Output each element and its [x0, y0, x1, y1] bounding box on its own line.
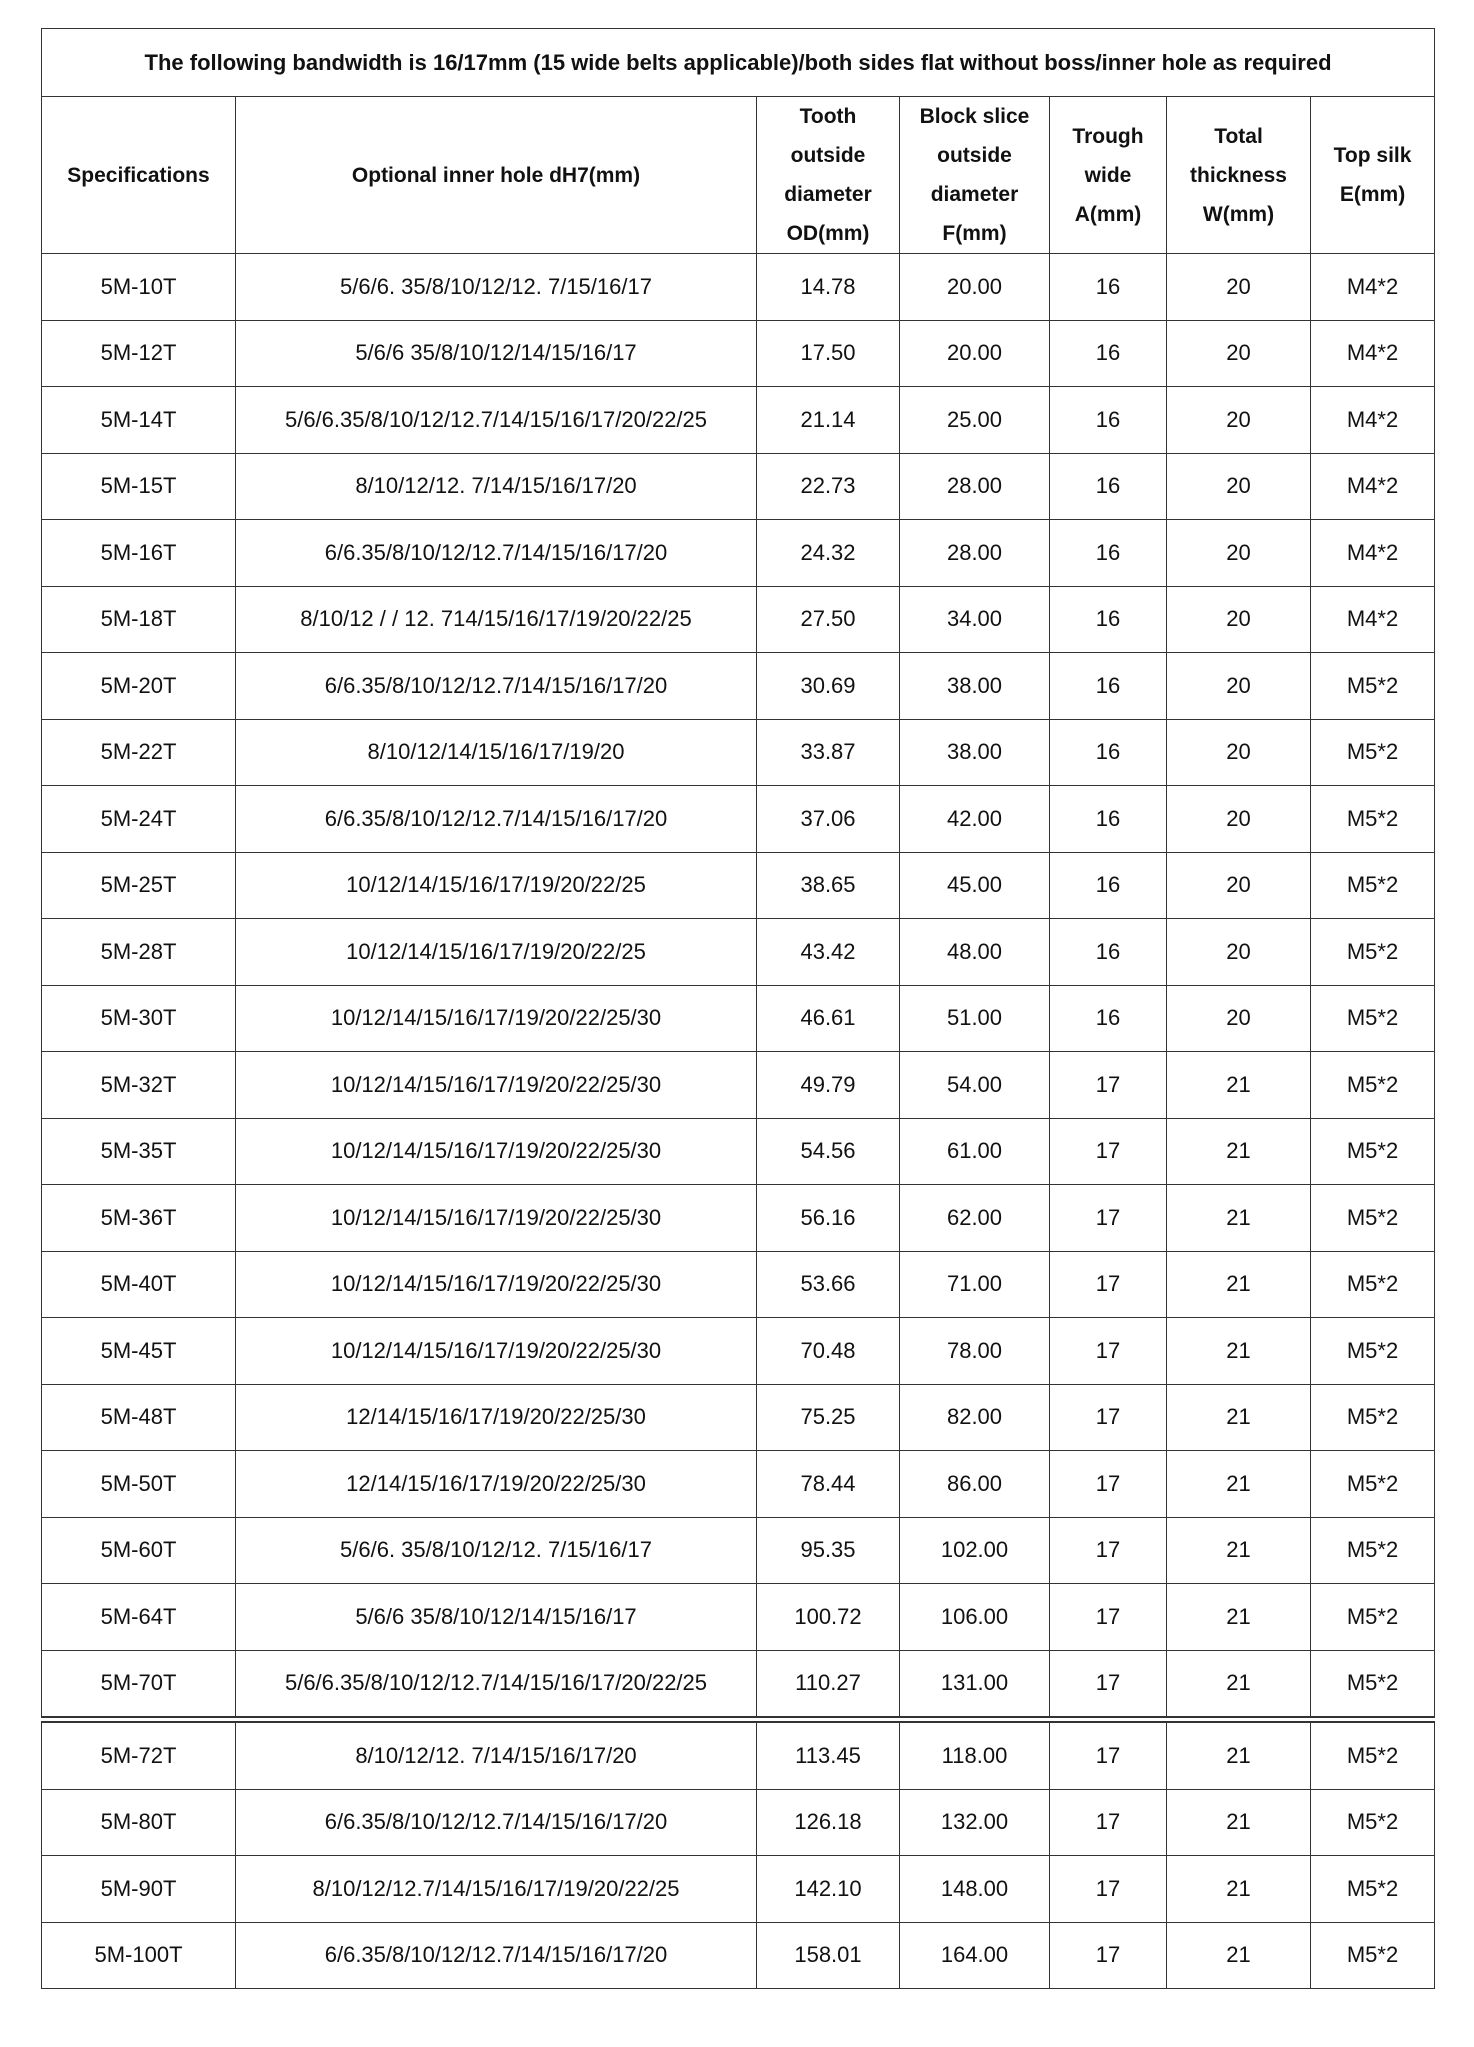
table-row: [42, 1789, 1435, 1856]
cell-inner-hole: 6/6.35/8/10/12/12.7/14/15/16/17/20: [236, 1922, 757, 1989]
cell-top-silk: M5*2: [1311, 1251, 1435, 1318]
cell-total-thickness: 20: [1167, 653, 1311, 720]
cell-trough-width: 16: [1050, 254, 1167, 321]
cell-block-od: 54.00: [900, 1052, 1050, 1119]
cell-inner-hole: 8/10/12 / / 12. 714/15/16/17/19/20/22/25: [236, 586, 757, 653]
table-row: [42, 320, 1435, 387]
cell-tooth-od: 70.48: [757, 1318, 900, 1385]
cell-total-thickness: 20: [1167, 320, 1311, 387]
cell-spec: 5M-25T: [42, 852, 236, 919]
header-row: [42, 97, 1435, 254]
cell-inner-hole: 5/6/6. 35/8/10/12/12. 7/15/16/17: [236, 1517, 757, 1584]
cell-spec: 5M-60T: [42, 1517, 236, 1584]
cell-total-thickness: 21: [1167, 1789, 1311, 1856]
cell-trough-width: 16: [1050, 653, 1167, 720]
cell-block-od: 78.00: [900, 1318, 1050, 1385]
cell-block-od: 106.00: [900, 1584, 1050, 1651]
cell-total-thickness: 20: [1167, 520, 1311, 587]
table-row: [42, 1451, 1435, 1518]
table-row: [42, 1720, 1435, 1790]
table-row: [42, 520, 1435, 587]
cell-trough-width: 17: [1050, 1922, 1167, 1989]
cell-block-od: 132.00: [900, 1789, 1050, 1856]
cell-top-silk: M5*2: [1311, 786, 1435, 853]
cell-total-thickness: 20: [1167, 254, 1311, 321]
cell-inner-hole: 8/10/12/12. 7/14/15/16/17/20: [236, 1720, 757, 1790]
header-total-thickness: Total thickness W(mm): [1167, 97, 1311, 254]
cell-tooth-od: 53.66: [757, 1251, 900, 1318]
cell-total-thickness: 21: [1167, 1118, 1311, 1185]
cell-top-silk: M4*2: [1311, 387, 1435, 454]
table-row: [42, 985, 1435, 1052]
cell-tooth-od: 21.14: [757, 387, 900, 454]
cell-tooth-od: 30.69: [757, 653, 900, 720]
cell-total-thickness: 20: [1167, 586, 1311, 653]
table-row: [42, 1384, 1435, 1451]
cell-spec: 5M-80T: [42, 1789, 236, 1856]
table-row: [42, 1185, 1435, 1252]
cell-total-thickness: 21: [1167, 1384, 1311, 1451]
cell-total-thickness: 21: [1167, 1720, 1311, 1790]
cell-block-od: 148.00: [900, 1856, 1050, 1923]
cell-top-silk: M5*2: [1311, 1650, 1435, 1720]
cell-block-od: 42.00: [900, 786, 1050, 853]
cell-inner-hole: 10/12/14/15/16/17/19/20/22/25/30: [236, 1052, 757, 1119]
cell-top-silk: M5*2: [1311, 1789, 1435, 1856]
cell-trough-width: 16: [1050, 786, 1167, 853]
cell-top-silk: M5*2: [1311, 985, 1435, 1052]
cell-inner-hole: 12/14/15/16/17/19/20/22/25/30: [236, 1384, 757, 1451]
cell-total-thickness: 21: [1167, 1052, 1311, 1119]
cell-block-od: 82.00: [900, 1384, 1050, 1451]
header-trough-width: Trough wide A(mm): [1050, 97, 1167, 254]
cell-tooth-od: 95.35: [757, 1517, 900, 1584]
cell-top-silk: M4*2: [1311, 453, 1435, 520]
table-row: [42, 586, 1435, 653]
cell-tooth-od: 43.42: [757, 919, 900, 986]
cell-spec: 5M-18T: [42, 586, 236, 653]
table-row: [42, 1251, 1435, 1318]
cell-trough-width: 17: [1050, 1384, 1167, 1451]
table-row: [42, 919, 1435, 986]
cell-spec: 5M-40T: [42, 1251, 236, 1318]
table-row: [42, 1318, 1435, 1385]
cell-block-od: 25.00: [900, 387, 1050, 454]
cell-top-silk: M5*2: [1311, 1451, 1435, 1518]
cell-top-silk: M5*2: [1311, 1185, 1435, 1252]
cell-trough-width: 17: [1050, 1318, 1167, 1385]
cell-total-thickness: 21: [1167, 1185, 1311, 1252]
cell-spec: 5M-14T: [42, 387, 236, 454]
table-row: [42, 1856, 1435, 1923]
cell-spec: 5M-35T: [42, 1118, 236, 1185]
cell-block-od: 38.00: [900, 653, 1050, 720]
table-row: [42, 1118, 1435, 1185]
cell-block-od: 164.00: [900, 1922, 1050, 1989]
cell-block-od: 86.00: [900, 1451, 1050, 1518]
cell-spec: 5M-22T: [42, 719, 236, 786]
cell-total-thickness: 21: [1167, 1922, 1311, 1989]
cell-top-silk: M5*2: [1311, 1922, 1435, 1989]
cell-total-thickness: 20: [1167, 387, 1311, 454]
cell-total-thickness: 20: [1167, 985, 1311, 1052]
cell-trough-width: 16: [1050, 387, 1167, 454]
table-row: [42, 1650, 1435, 1720]
cell-total-thickness: 21: [1167, 1584, 1311, 1651]
cell-top-silk: M5*2: [1311, 1856, 1435, 1923]
cell-tooth-od: 110.27: [757, 1650, 900, 1720]
cell-trough-width: 16: [1050, 852, 1167, 919]
cell-trough-width: 17: [1050, 1720, 1167, 1790]
table-row: [42, 653, 1435, 720]
cell-tooth-od: 22.73: [757, 453, 900, 520]
cell-top-silk: M5*2: [1311, 1384, 1435, 1451]
cell-inner-hole: 8/10/12/14/15/16/17/19/20: [236, 719, 757, 786]
cell-spec: 5M-72T: [42, 1720, 236, 1790]
cell-top-silk: M5*2: [1311, 1720, 1435, 1790]
cell-top-silk: M5*2: [1311, 653, 1435, 720]
cell-block-od: 131.00: [900, 1650, 1050, 1720]
header-block-od: Block slice outside diameter F(mm): [900, 97, 1050, 254]
cell-trough-width: 16: [1050, 985, 1167, 1052]
cell-top-silk: M4*2: [1311, 586, 1435, 653]
cell-spec: 5M-10T: [42, 254, 236, 321]
cell-trough-width: 17: [1050, 1451, 1167, 1518]
header-top-silk: Top silk E(mm): [1311, 97, 1435, 254]
cell-block-od: 20.00: [900, 320, 1050, 387]
cell-tooth-od: 75.25: [757, 1384, 900, 1451]
cell-inner-hole: 8/10/12/12. 7/14/15/16/17/20: [236, 453, 757, 520]
cell-tooth-od: 56.16: [757, 1185, 900, 1252]
cell-block-od: 62.00: [900, 1185, 1050, 1252]
cell-total-thickness: 20: [1167, 852, 1311, 919]
table-row: [42, 719, 1435, 786]
cell-inner-hole: 12/14/15/16/17/19/20/22/25/30: [236, 1451, 757, 1518]
cell-trough-width: 17: [1050, 1118, 1167, 1185]
cell-inner-hole: 6/6.35/8/10/12/12.7/14/15/16/17/20: [236, 653, 757, 720]
cell-inner-hole: 10/12/14/15/16/17/19/20/22/25/30: [236, 1318, 757, 1385]
table-title: The following bandwidth is 16/17mm (15 wide belts applicable)/both sides flat without boss/inner hole as required: [42, 29, 1435, 97]
cell-block-od: 71.00: [900, 1251, 1050, 1318]
cell-block-od: 61.00: [900, 1118, 1050, 1185]
cell-spec: 5M-100T: [42, 1922, 236, 1989]
cell-total-thickness: 21: [1167, 1650, 1311, 1720]
cell-tooth-od: 27.50: [757, 586, 900, 653]
cell-inner-hole: 10/12/14/15/16/17/19/20/22/25: [236, 919, 757, 986]
cell-tooth-od: 24.32: [757, 520, 900, 587]
cell-tooth-od: 142.10: [757, 1856, 900, 1923]
cell-trough-width: 17: [1050, 1650, 1167, 1720]
cell-spec: 5M-70T: [42, 1650, 236, 1720]
cell-tooth-od: 78.44: [757, 1451, 900, 1518]
cell-trough-width: 17: [1050, 1789, 1167, 1856]
cell-inner-hole: 8/10/12/12.7/14/15/16/17/19/20/22/25: [236, 1856, 757, 1923]
cell-total-thickness: 21: [1167, 1251, 1311, 1318]
cell-block-od: 28.00: [900, 520, 1050, 587]
cell-tooth-od: 126.18: [757, 1789, 900, 1856]
cell-block-od: 48.00: [900, 919, 1050, 986]
cell-trough-width: 16: [1050, 520, 1167, 587]
cell-spec: 5M-28T: [42, 919, 236, 986]
cell-trough-width: 16: [1050, 919, 1167, 986]
cell-total-thickness: 20: [1167, 919, 1311, 986]
cell-top-silk: M5*2: [1311, 852, 1435, 919]
cell-block-od: 38.00: [900, 719, 1050, 786]
table-row: [42, 852, 1435, 919]
cell-trough-width: 17: [1050, 1856, 1167, 1923]
cell-top-silk: M4*2: [1311, 320, 1435, 387]
cell-total-thickness: 21: [1167, 1517, 1311, 1584]
cell-total-thickness: 20: [1167, 786, 1311, 853]
cell-inner-hole: 5/6/6 35/8/10/12/14/15/16/17: [236, 1584, 757, 1651]
cell-trough-width: 17: [1050, 1584, 1167, 1651]
cell-top-silk: M4*2: [1311, 520, 1435, 587]
header-inner-hole: Optional inner hole dH7(mm): [236, 97, 757, 254]
cell-spec: 5M-12T: [42, 320, 236, 387]
cell-inner-hole: 6/6.35/8/10/12/12.7/14/15/16/17/20: [236, 786, 757, 853]
cell-trough-width: 16: [1050, 320, 1167, 387]
table-row: [42, 453, 1435, 520]
cell-block-od: 20.00: [900, 254, 1050, 321]
cell-tooth-od: 100.72: [757, 1584, 900, 1651]
pulley-spec-table: [41, 28, 1435, 1989]
cell-tooth-od: 46.61: [757, 985, 900, 1052]
table-row: [42, 1922, 1435, 1989]
cell-tooth-od: 14.78: [757, 254, 900, 321]
cell-spec: 5M-36T: [42, 1185, 236, 1252]
cell-spec: 5M-90T: [42, 1856, 236, 1923]
cell-tooth-od: 33.87: [757, 719, 900, 786]
table-row: [42, 1052, 1435, 1119]
cell-block-od: 118.00: [900, 1720, 1050, 1790]
header-tooth-od: Tooth outside diameter OD(mm): [757, 97, 900, 254]
cell-inner-hole: 6/6.35/8/10/12/12.7/14/15/16/17/20: [236, 520, 757, 587]
cell-top-silk: M5*2: [1311, 919, 1435, 986]
cell-top-silk: M4*2: [1311, 254, 1435, 321]
cell-spec: 5M-45T: [42, 1318, 236, 1385]
cell-block-od: 45.00: [900, 852, 1050, 919]
table-row: [42, 254, 1435, 321]
cell-top-silk: M5*2: [1311, 1584, 1435, 1651]
cell-tooth-od: 37.06: [757, 786, 900, 853]
cell-inner-hole: 10/12/14/15/16/17/19/20/22/25/30: [236, 1251, 757, 1318]
table-row: [42, 1517, 1435, 1584]
cell-inner-hole: 5/6/6. 35/8/10/12/12. 7/15/16/17: [236, 254, 757, 321]
cell-spec: 5M-24T: [42, 786, 236, 853]
cell-inner-hole: 5/6/6.35/8/10/12/12.7/14/15/16/17/20/22/25: [236, 1650, 757, 1720]
cell-inner-hole: 10/12/14/15/16/17/19/20/22/25/30: [236, 985, 757, 1052]
cell-tooth-od: 54.56: [757, 1118, 900, 1185]
cell-total-thickness: 21: [1167, 1856, 1311, 1923]
cell-trough-width: 16: [1050, 453, 1167, 520]
cell-inner-hole: 6/6.35/8/10/12/12.7/14/15/16/17/20: [236, 1789, 757, 1856]
cell-inner-hole: 10/12/14/15/16/17/19/20/22/25/30: [236, 1118, 757, 1185]
cell-block-od: 34.00: [900, 586, 1050, 653]
cell-inner-hole: 10/12/14/15/16/17/19/20/22/25: [236, 852, 757, 919]
cell-trough-width: 17: [1050, 1185, 1167, 1252]
cell-total-thickness: 20: [1167, 453, 1311, 520]
cell-block-od: 28.00: [900, 453, 1050, 520]
table-row: [42, 1584, 1435, 1651]
cell-top-silk: M5*2: [1311, 1052, 1435, 1119]
table-row: [42, 387, 1435, 454]
cell-total-thickness: 21: [1167, 1451, 1311, 1518]
cell-trough-width: 17: [1050, 1052, 1167, 1119]
cell-block-od: 102.00: [900, 1517, 1050, 1584]
cell-spec: 5M-32T: [42, 1052, 236, 1119]
header-specifications: Specifications: [42, 97, 236, 254]
cell-inner-hole: 5/6/6 35/8/10/12/14/15/16/17: [236, 320, 757, 387]
cell-tooth-od: 38.65: [757, 852, 900, 919]
cell-spec: 5M-64T: [42, 1584, 236, 1651]
cell-spec: 5M-15T: [42, 453, 236, 520]
cell-spec: 5M-20T: [42, 653, 236, 720]
cell-spec: 5M-30T: [42, 985, 236, 1052]
cell-tooth-od: 113.45: [757, 1720, 900, 1790]
cell-tooth-od: 158.01: [757, 1922, 900, 1989]
cell-spec: 5M-50T: [42, 1451, 236, 1518]
cell-trough-width: 17: [1050, 1251, 1167, 1318]
cell-tooth-od: 17.50: [757, 320, 900, 387]
cell-inner-hole: 10/12/14/15/16/17/19/20/22/25/30: [236, 1185, 757, 1252]
cell-spec: 5M-16T: [42, 520, 236, 587]
cell-top-silk: M5*2: [1311, 1118, 1435, 1185]
cell-top-silk: M5*2: [1311, 1517, 1435, 1584]
cell-block-od: 51.00: [900, 985, 1050, 1052]
cell-tooth-od: 49.79: [757, 1052, 900, 1119]
table-row: [42, 786, 1435, 853]
cell-total-thickness: 20: [1167, 719, 1311, 786]
cell-trough-width: 16: [1050, 586, 1167, 653]
cell-inner-hole: 5/6/6.35/8/10/12/12.7/14/15/16/17/20/22/25: [236, 387, 757, 454]
cell-total-thickness: 21: [1167, 1318, 1311, 1385]
cell-trough-width: 16: [1050, 719, 1167, 786]
cell-top-silk: M5*2: [1311, 719, 1435, 786]
cell-spec: 5M-48T: [42, 1384, 236, 1451]
cell-top-silk: M5*2: [1311, 1318, 1435, 1385]
cell-trough-width: 17: [1050, 1517, 1167, 1584]
